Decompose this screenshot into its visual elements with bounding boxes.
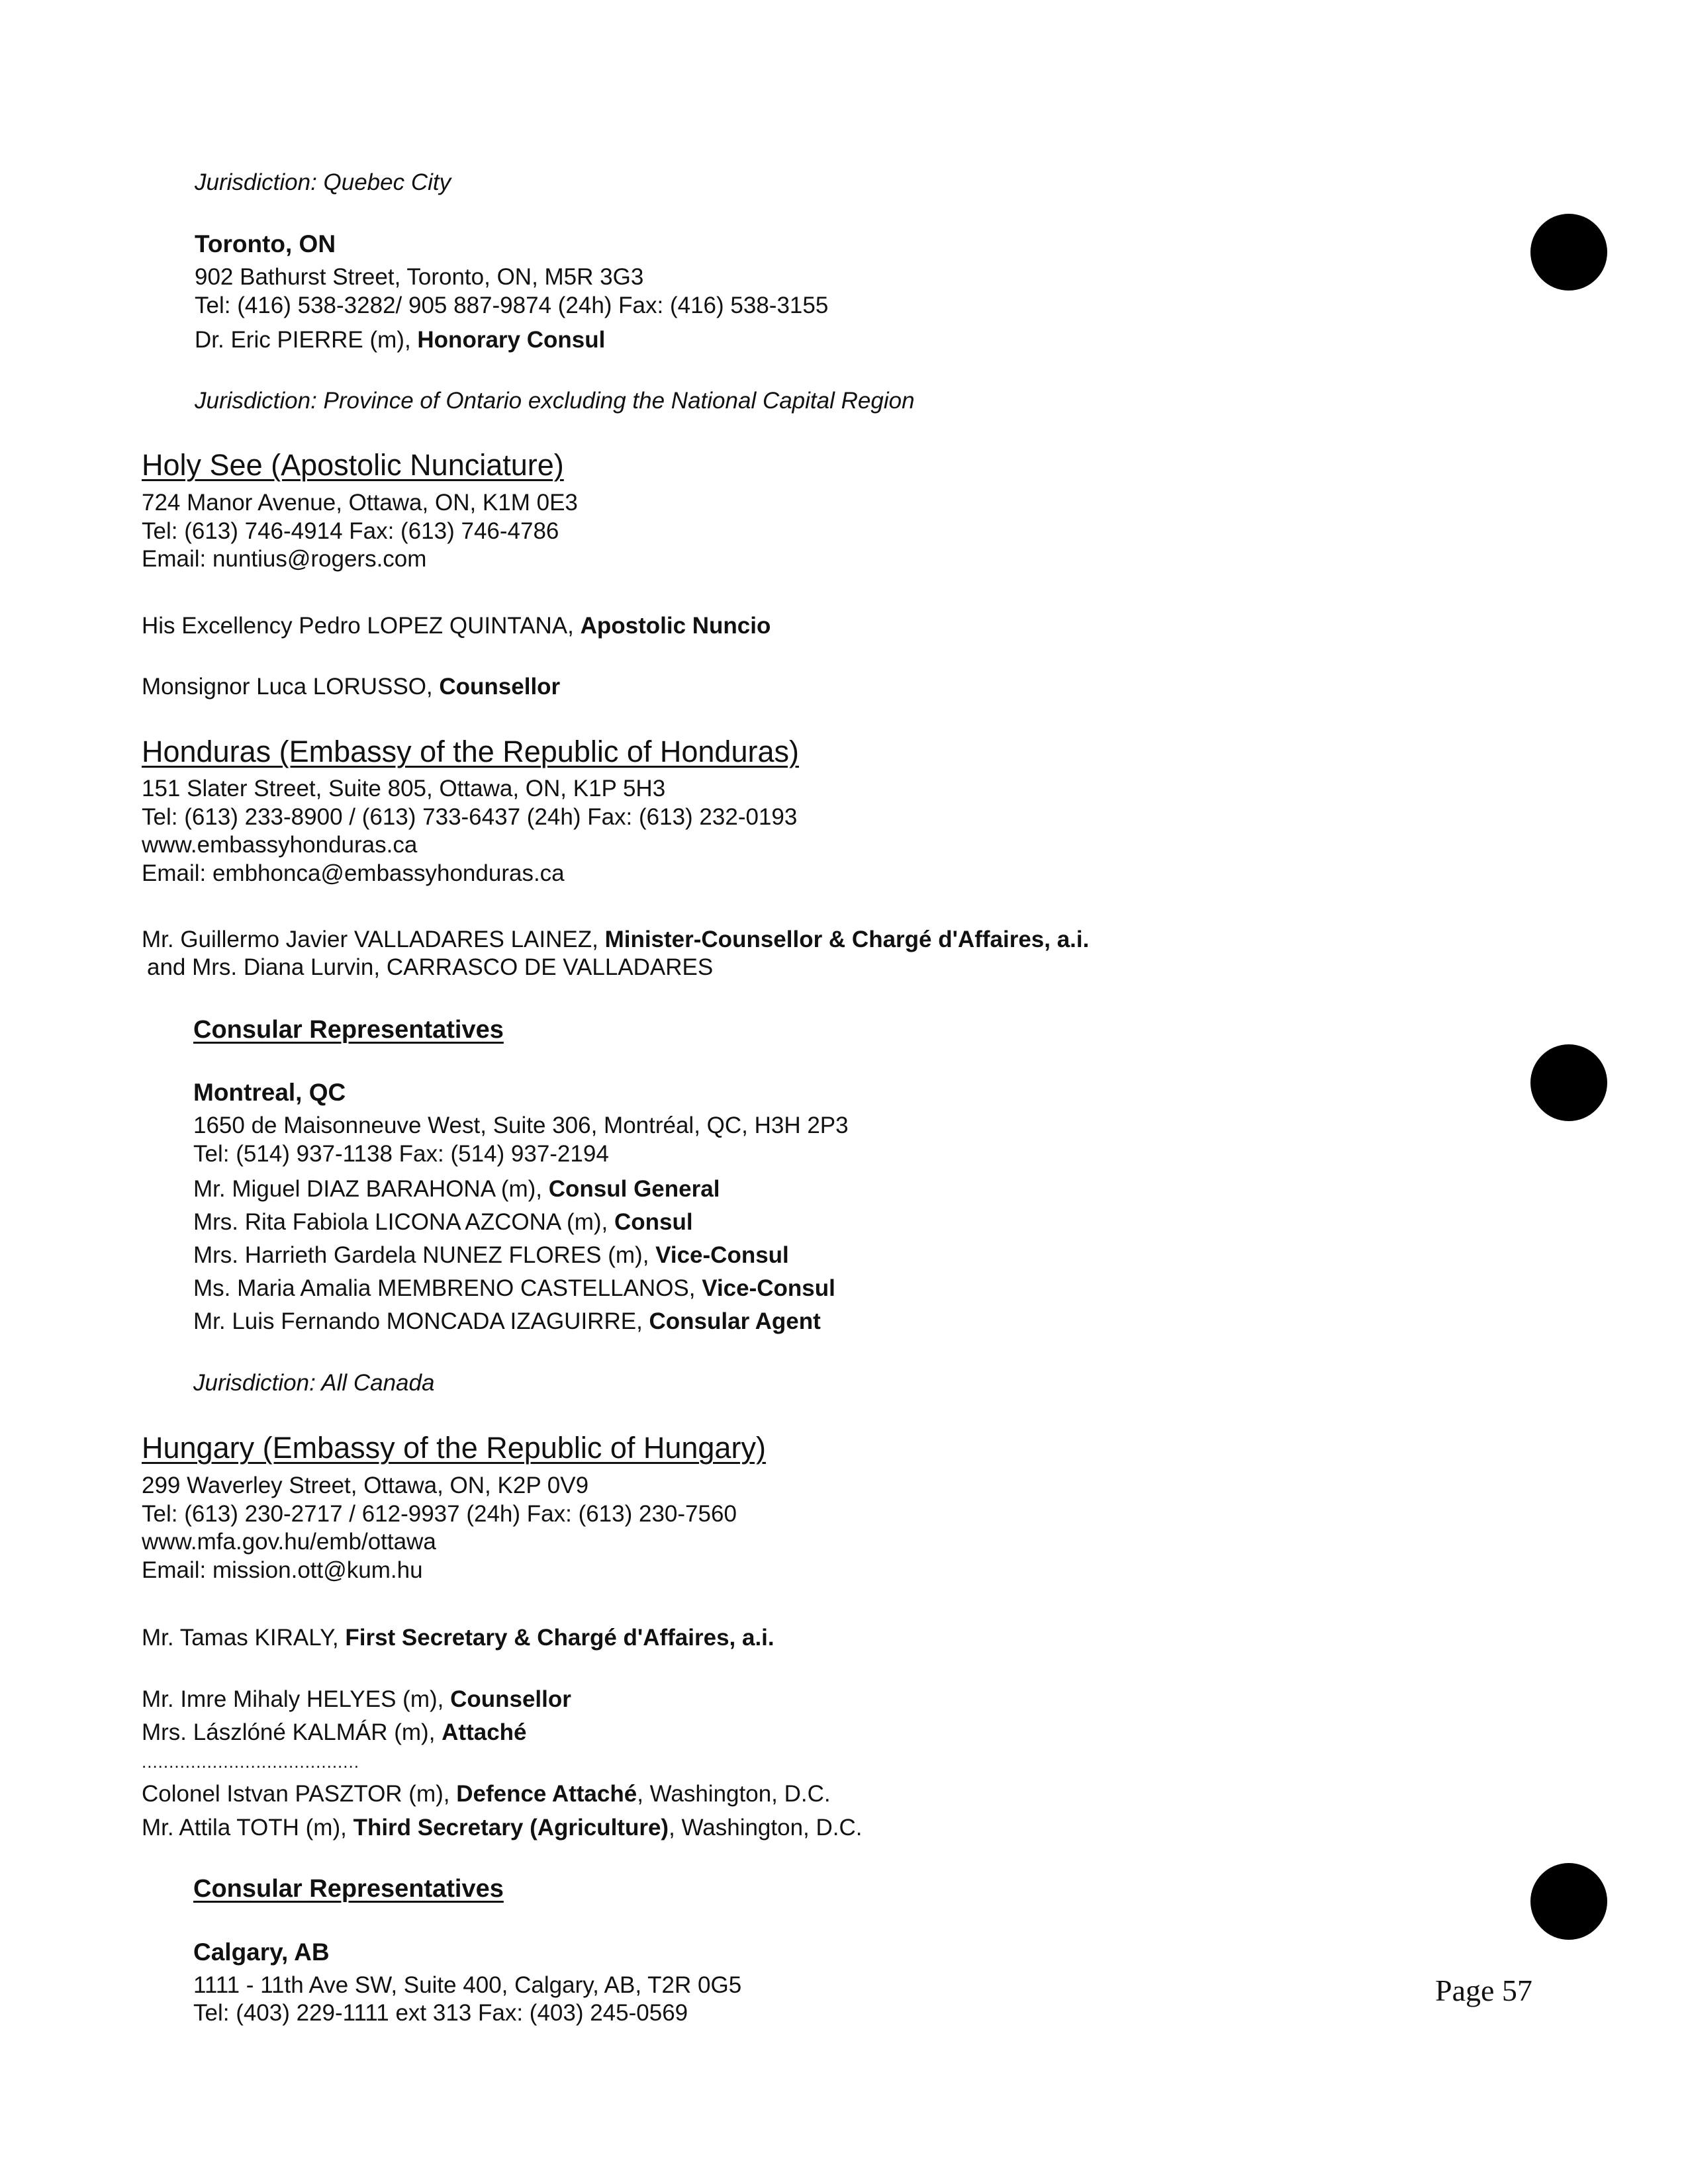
montreal-jurisdiction: Jurisdiction: All Canada [193, 1370, 435, 1396]
honduras-website: www.embassyhonduras.ca [142, 832, 418, 858]
honduras-consular-heading: Consular Representatives [193, 1016, 504, 1044]
montreal-staff-5 [193, 1307, 821, 1336]
hungary-staff-1 [142, 1685, 571, 1714]
staff-title: Vice-Consul [655, 1242, 789, 1268]
montreal-staff-1 [193, 1175, 720, 1204]
honduras-heading: Honduras (Embassy of the Republic of Honduras) [142, 735, 799, 768]
staff-title: Defence Attaché [456, 1781, 637, 1807]
hungary-tel: Tel: (613) 230-2717 / 612-9937 (24h) Fax: (613) 230-7560 [142, 1501, 737, 1527]
montreal-tel: Tel: (514) 937-1138 Fax: (514) 937-2194 [193, 1141, 609, 1167]
montreal-city: Montreal, QC [193, 1079, 346, 1106]
staff-name: Dr. Eric PIERRE (m), [195, 327, 418, 353]
hungary-consular-heading: Consular Representatives [193, 1875, 504, 1903]
holy-see-address: 724 Manor Avenue, Ottawa, ON, K1M 0E3 [142, 490, 578, 516]
binder-hole-top [1530, 214, 1607, 291]
hungary-washington-staff-1 [142, 1780, 831, 1809]
honduras-email: Email: embhonca@embassyhonduras.ca [142, 860, 565, 886]
hungary-washington-staff-2 [142, 1813, 863, 1843]
hungary-address: 299 Waverley Street, Ottawa, ON, K2P 0V9 [142, 1473, 589, 1498]
hungary-staff-2 [142, 1718, 527, 1747]
montreal-staff-2 [193, 1208, 693, 1237]
toronto-jurisdiction: Jurisdiction: Province of Ontario excluding the National Capital Region [195, 388, 915, 414]
toronto-city: Toronto, ON [195, 230, 336, 257]
staff-location: , Washington, D.C. [669, 1815, 863, 1841]
staff-name: His Excellency Pedro LOPEZ QUINTANA, [142, 613, 581, 639]
binder-hole-bottom [1530, 1863, 1607, 1940]
staff-name: Mr. Luis Fernando MONCADA IZAGUIRRE, [193, 1308, 649, 1334]
staff-name: Mr. Imre Mihaly HELYES (m), [142, 1686, 451, 1712]
staff-name: Mr. Attila TOTH (m), [142, 1815, 353, 1841]
hungary-email: Email: mission.ott@kum.hu [142, 1557, 423, 1583]
staff-title: Honorary Consul [417, 327, 606, 353]
separator-dots: ........................................ [142, 1752, 359, 1772]
staff-title: Counsellor [439, 674, 561, 700]
honduras-head [142, 925, 1089, 954]
toronto-address: 902 Bathurst Street, Toronto, ON, M5R 3G3 [195, 264, 644, 290]
holy-see-staff-1 [142, 612, 771, 641]
staff-title: Consul [614, 1209, 693, 1235]
staff-name: Mrs. Lászlóné KALMÁR (m), [142, 1719, 442, 1745]
holy-see-staff-2 [142, 672, 560, 702]
toronto-tel: Tel: (416) 538-3282/ 905 887-9874 (24h) Fax: (416) 538-3155 [195, 293, 829, 318]
montreal-staff-3 [193, 1241, 789, 1270]
staff-name: Monsignor Luca LORUSSO, [142, 674, 440, 700]
staff-name: Colonel Istvan PASZTOR (m), [142, 1781, 457, 1807]
quebec-jurisdiction: Jurisdiction: Quebec City [195, 169, 451, 195]
montreal-address: 1650 de Maisonneuve West, Suite 306, Montréal, QC, H3H 2P3 [193, 1113, 849, 1138]
hungary-website: www.mfa.gov.hu/emb/ottawa [142, 1529, 436, 1555]
hungary-head [142, 1623, 774, 1653]
staff-title: Apostolic Nuncio [580, 613, 771, 639]
honduras-address: 151 Slater Street, Suite 805, Ottawa, ON, K1P 5H3 [142, 776, 666, 801]
calgary-address: 1111 - 11th Ave SW, Suite 400, Calgary, AB, T2R 0G5 [193, 1972, 742, 1998]
staff-title: Attaché [442, 1719, 527, 1745]
holy-see-tel: Tel: (613) 746-4914 Fax: (613) 746-4786 [142, 518, 559, 544]
honduras-spouse: and Mrs. Diana Lurvin, CARRASCO DE VALLADARES [147, 954, 714, 980]
holy-see-email: Email: nuntius@rogers.com [142, 546, 427, 572]
staff-title: Minister-Counsellor & Chargé d'Affaires, a.i. [604, 927, 1090, 952]
holy-see-heading: Holy See (Apostolic Nunciature) [142, 448, 564, 482]
staff-title: Consul General [548, 1176, 720, 1202]
honduras-tel: Tel: (613) 233-8900 / (613) 733-6437 (24h) Fax: (613) 232-0193 [142, 804, 798, 830]
montreal-staff-4 [193, 1274, 835, 1303]
staff-name: Mrs. Harrieth Gardela NUNEZ FLORES (m), [193, 1242, 656, 1268]
staff-title: Consular Agent [649, 1308, 821, 1334]
staff-title: Counsellor [450, 1686, 571, 1712]
hungary-heading: Hungary (Embassy of the Republic of Hungary) [142, 1431, 766, 1465]
staff-name: Mr. Guillermo Javier VALLADARES LAINEZ, [142, 927, 605, 952]
staff-title: First Secretary & Chargé d'Affaires, a.i. [345, 1625, 774, 1651]
calgary-city: Calgary, AB [193, 1938, 330, 1966]
staff-name: Mr. Tamas KIRALY, [142, 1625, 346, 1651]
staff-name: Ms. Maria Amalia MEMBRENO CASTELLANOS, [193, 1275, 702, 1301]
binder-hole-middle [1530, 1044, 1607, 1121]
staff-title: Third Secretary (Agriculture) [353, 1815, 669, 1841]
staff-name: Mrs. Rita Fabiola LICONA AZCONA (m), [193, 1209, 614, 1235]
staff-title: Vice-Consul [702, 1275, 835, 1301]
page-number: Page 57 [1435, 1974, 1532, 2007]
staff-name: Mr. Miguel DIAZ BARAHONA (m), [193, 1176, 549, 1202]
staff-location: , Washington, D.C. [637, 1781, 831, 1807]
calgary-tel: Tel: (403) 229-1111 ext 313 Fax: (403) 245-0569 [193, 2000, 688, 2026]
toronto-consul [195, 326, 605, 355]
